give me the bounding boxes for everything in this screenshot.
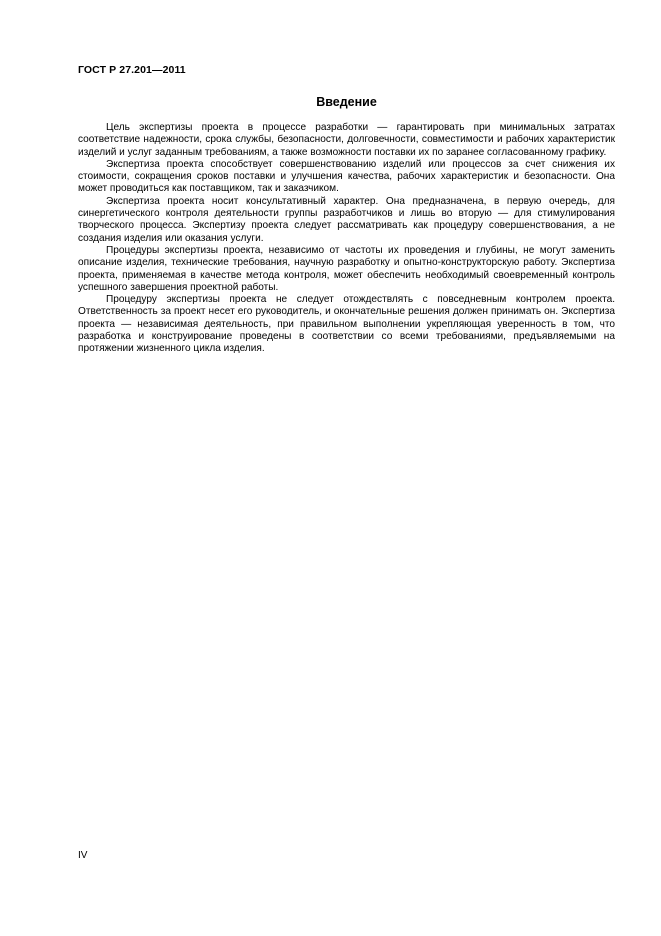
page-number: IV: [78, 850, 88, 861]
paragraph: Процедуры экспертизы проекта, независимо от частоты их проведения и глубины, не могут заменить описание изделия, технические требования, научную разработку и опытно-конструкторскую работу. Экспертиза проекта, применяемая в качестве метода контроля, может обеспечить необходимый своевременный контроль успешного завершения проектной работы.: [78, 244, 615, 293]
paragraph: Экспертиза проекта способствует совершенствованию изделий или процессов за счет снижения их стоимости, сокращения сроков поставки и улучшения качества, рабочих характеристик и безопасности. Она может проводиться как поставщиком, так и заказчиком.: [78, 158, 615, 195]
introduction-body: [78, 122, 615, 356]
section-title: Введение: [316, 95, 377, 109]
paragraph: Процедуру экспертизы проекта не следует отождествлять с повседневным контролем проекта. Ответственность за проект несет его руководитель, и окончательные решения должен принимать он. Экспертиза проекта — независимая деятельность, при правильном выполнении укрепляющая уверенность в том, что разработка и конструирование проведены в соответствии со всеми требованиями, предъявляемыми на протяжении жизненного цикла изделия.: [78, 294, 615, 355]
paragraph: Цель экспертизы проекта в процессе разработки — гарантировать при минимальных затратах соответствие надежности, срока службы, безопасности, долговечности, совместимости и рабочих характеристик изделий и услуг заданным требованиям, а также возможности поставки их по заранее согласованному графику.: [78, 122, 615, 158]
document-header-code: ГОСТ Р 27.201—2011: [78, 64, 186, 76]
paragraph: Экспертиза проекта носит консультативный характер. Она предназначена, в первую очередь, для синергетического контроля деятельности группы разработчиков и лишь во вторую — для стимулирования творческого процесса. Экспертизу проекта следует рассматривать как процедуру совершенствования, а не создания изделия или оказания услуги.: [78, 195, 615, 244]
